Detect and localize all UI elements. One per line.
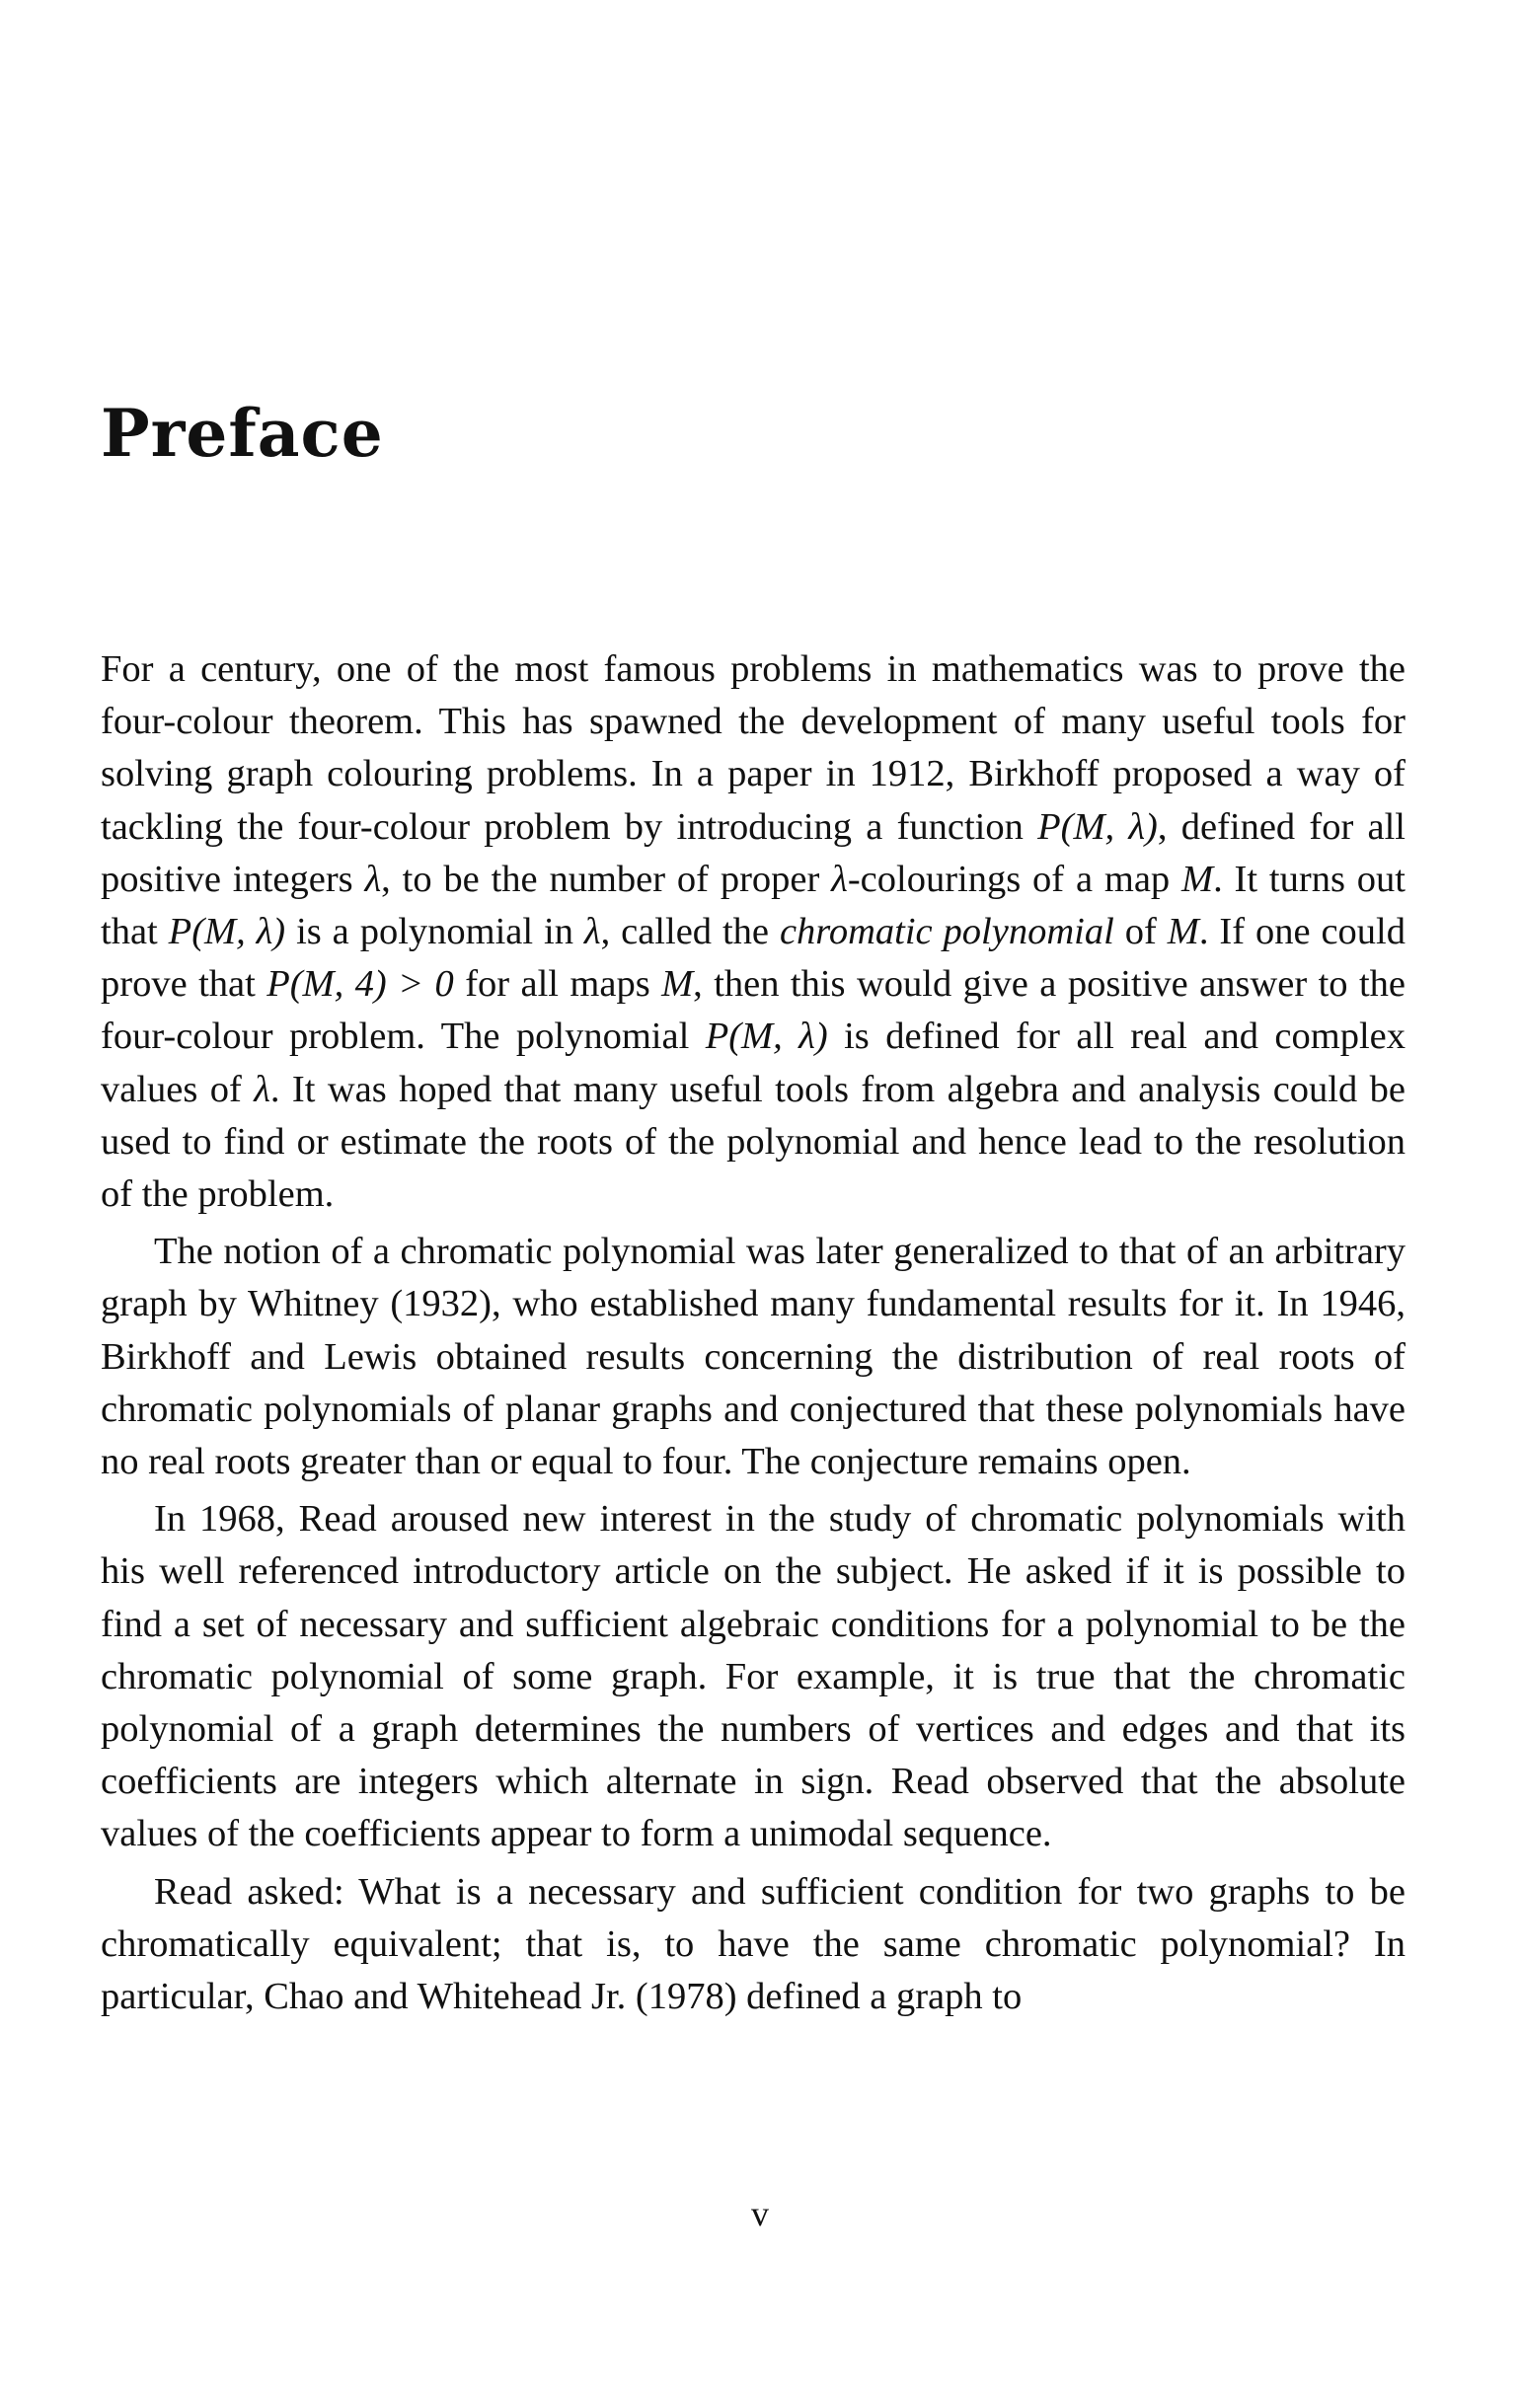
text-segment: , then this would give a positive answer to the four-colour problem. The polynomial <box>101 963 1406 1058</box>
text-segment: , to be the number of proper <box>381 858 832 900</box>
text-segment: . If one could prove that <box>101 911 1406 1006</box>
text-segment: The notion of a chromatic polynomial was later generalized to that of an arbitrary graph by Whitney (1932), who established many fundamental results for it. In 1946, Birkhoff and Lewis obtained results concerning the distribution of real roots of chromatic polynomials of planar graphs and conjectured that these polynomials have no real roots greater than or equal to four. The conjecture remains open. <box>101 1231 1406 1483</box>
paragraph <box>101 643 1406 1221</box>
text-segment: . It was hoped that many useful tools from algebra and analysis could be used to find or estimate the roots of the polynomial and hence lead to the resolution of the problem. <box>101 1068 1406 1216</box>
emphasized-term: chromatic polynomial <box>779 911 1114 953</box>
text-segment: for all maps <box>453 963 662 1006</box>
text-segment: , called the <box>600 911 780 953</box>
text-segment: For a century, one of the most famous problems in mathematics was to prove the four-colour theorem. This has spawned the development of many useful tools for solving graph colouring problems. In a paper in 1912, Birkhoff proposed a way of tackling the four-colour problem by introducing a function <box>101 648 1406 848</box>
math-expression: M <box>1181 858 1214 900</box>
text-segment: , defined for all positive integers <box>101 805 1406 900</box>
math-expression: M <box>1167 911 1199 953</box>
text-segment: In 1968, Read aroused new interest in the study of chromatic polynomials with his well referenced introductory article on the subject. He asked if it is possible to find a set of necessary and sufficient algebraic conditions for a polynomial to be the chromatic polynomial of some graph. For example, it is true that the chromatic polynomial of a graph determines the numbers of vertices and edges and that its coefficients are integers which alternate in sign. Read observed that the absolute values of the coefficients appear to form a unimodal sequence. <box>101 1498 1406 1855</box>
math-expression: λ <box>831 858 848 900</box>
math-expression: λ <box>583 911 601 953</box>
math-expression: M <box>661 963 694 1006</box>
text-segment: Read asked: What is a necessary and sufficient condition for two graphs to be chromatically equivalent; that is, to have the same chromatic polynomial? In particular, Chao and Whitehead Jr. (1978) defined a graph to <box>101 1870 1406 2018</box>
page-title: Preface <box>101 395 384 472</box>
math-expression: λ <box>254 1068 270 1110</box>
math-expression: P(M, λ) <box>705 1016 828 1058</box>
text-segment: is defined for all real and complex values of <box>101 1016 1406 1110</box>
text-segment: . It turns out that <box>101 858 1406 953</box>
text-segment: of <box>1113 911 1168 953</box>
preface-body <box>101 643 1406 2028</box>
math-expression: P(M, 4) > 0 <box>266 963 454 1006</box>
math-expression: P(M, λ) <box>168 911 286 953</box>
text-segment: -colourings of a map <box>847 858 1182 900</box>
paragraph <box>101 1866 1406 2024</box>
paragraph <box>101 1226 1406 1488</box>
text-segment: is a polynomial in <box>285 911 584 953</box>
math-expression: λ <box>364 858 382 900</box>
paragraph <box>101 1493 1406 1860</box>
page-number: v <box>751 2194 769 2233</box>
math-expression: P(M, λ) <box>1037 805 1158 848</box>
